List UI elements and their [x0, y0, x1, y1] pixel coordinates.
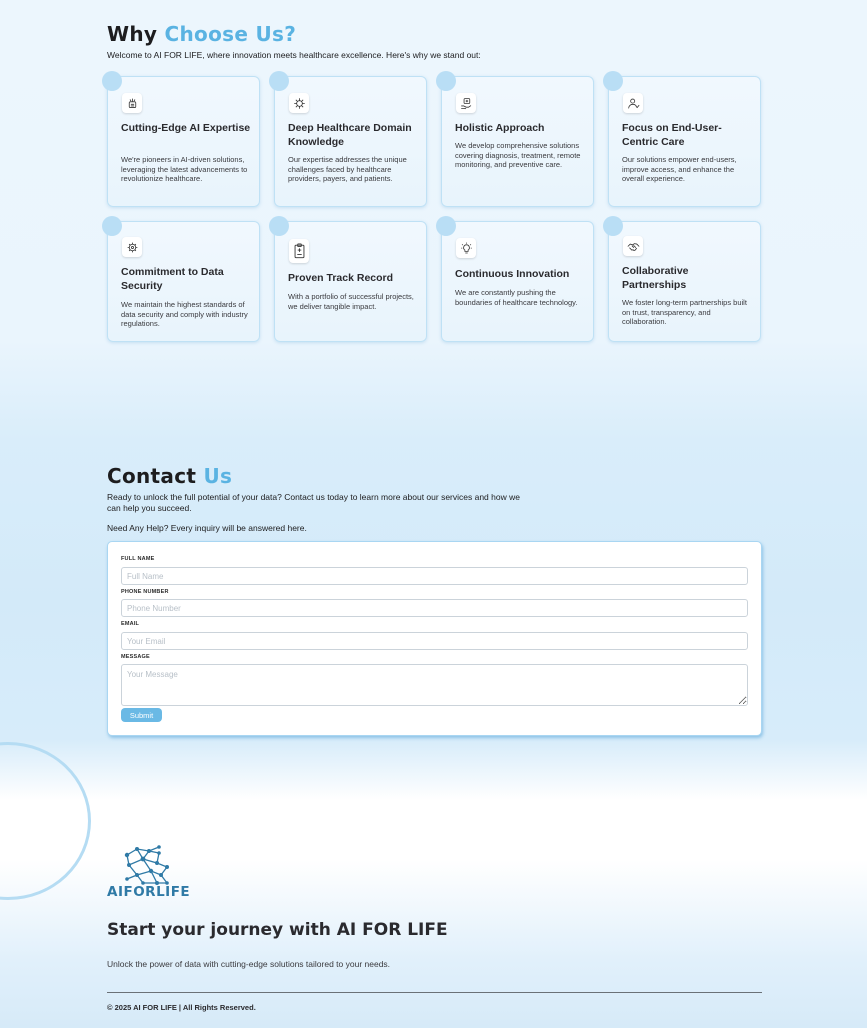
card-dot — [436, 216, 456, 236]
phone-number-input[interactable] — [121, 599, 748, 617]
card-dot — [102, 216, 122, 236]
card-description: We're pioneers in AI-driven solutions, leveraging the latest advancements to revolutionize healthcare. — [121, 155, 248, 184]
contact-intro: Ready to unlock the full potential of your data? Contact us today to learn more about our services and how we can help you succeed. — [107, 492, 520, 513]
card-description: Our solutions empower end-users, improve access, and enhance the overall experience. — [622, 155, 737, 184]
footer-title: Start your journey with AI FOR LIFE — [107, 920, 448, 940]
feature-card — [274, 221, 427, 342]
contact-section-title — [107, 464, 232, 488]
lightbulb-icon — [456, 238, 476, 258]
card-title: Commitment to Data Security — [121, 266, 224, 292]
contact-title-accent: Us — [203, 464, 233, 488]
contact-title-main: Contact — [107, 464, 197, 488]
feature-card — [274, 76, 427, 207]
card-dot — [603, 71, 623, 91]
contact-help-text: Need Any Help? Every inquiry will be answered here. — [107, 523, 307, 533]
card-dot — [269, 216, 289, 236]
card-title: Collaborative Partnerships — [622, 265, 689, 291]
card-description: We are constantly pushing the boundaries of healthcare technology. — [455, 288, 578, 307]
card-title: Holistic Approach — [455, 122, 545, 134]
feature-card — [107, 76, 260, 207]
full-name-label: FULL NAME — [121, 556, 155, 562]
full-name-input[interactable] — [121, 567, 748, 585]
card-title: Cutting-Edge AI Expertise — [121, 122, 251, 134]
decorative-circle — [0, 742, 91, 900]
feature-card — [608, 76, 761, 207]
clipboard-icon — [289, 239, 309, 263]
why-title-main: Why — [107, 22, 158, 46]
card-dot — [102, 71, 122, 91]
security-gear-icon — [122, 237, 142, 257]
message-textarea[interactable] — [121, 664, 748, 706]
virus-icon — [289, 93, 309, 113]
card-description: With a portfolio of successful projects, we deliver tangible impact. — [288, 292, 414, 311]
email-label: EMAIL — [121, 621, 140, 627]
phone-number-label: PHONE NUMBER — [121, 589, 169, 595]
card-title: Focus on End-User-Centric Care — [622, 122, 722, 148]
feature-card — [608, 221, 761, 342]
handshake-icon — [623, 236, 643, 256]
copyright-text: © 2025 AI FOR LIFE | All Rights Reserved. — [107, 1003, 256, 1012]
care-hand-icon — [456, 93, 476, 113]
card-dot — [603, 216, 623, 236]
card-description: We maintain the highest standards of data security and comply with industry regulations. — [121, 300, 248, 329]
submit-button[interactable]: Submit — [121, 708, 162, 722]
card-description: Our expertise addresses the unique challenges faced by healthcare providers, payers, and patients. — [288, 155, 407, 184]
feature-card — [441, 76, 594, 207]
ai-chip-icon — [122, 93, 142, 113]
feature-card — [107, 221, 260, 342]
card-title: Continuous Innovation — [455, 268, 570, 280]
card-title: Proven Track Record — [288, 272, 394, 284]
card-dot — [436, 71, 456, 91]
card-title: Deep Healthcare Domain Knowledge — [288, 122, 412, 148]
why-title-accent: Choose Us? — [164, 22, 297, 46]
footer-subtitle: Unlock the power of data with cutting-edge solutions tailored to your needs. — [107, 959, 391, 969]
contact-form — [107, 541, 762, 736]
footer-divider — [107, 992, 762, 993]
why-intro: Welcome to AI FOR LIFE, where innovation meets healthcare excellence. Here's why we stand out: — [107, 50, 481, 60]
card-description: We foster long-term partnerships built on trust, transparency, and collaboration. — [622, 298, 747, 327]
user-care-icon — [623, 93, 643, 113]
why-section-title — [107, 22, 296, 46]
email-input[interactable] — [121, 632, 748, 650]
feature-card — [441, 221, 594, 342]
logo-wordmark: AIFORLIFE — [107, 884, 191, 900]
card-dot — [269, 71, 289, 91]
message-label: MESSAGE — [121, 654, 150, 660]
card-description: We develop comprehensive solutions covering diagnosis, treatment, remote monitoring, and preventive care. — [455, 141, 581, 170]
